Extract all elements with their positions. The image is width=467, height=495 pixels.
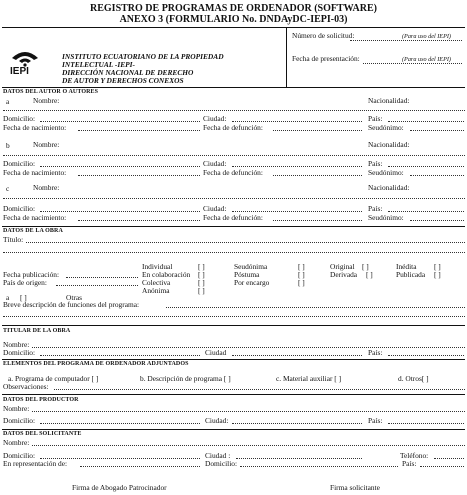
- productor-rule: [2, 394, 465, 395]
- observaciones-label: Observaciones:: [3, 382, 49, 391]
- productor-header: DATOS DEL PRODUCTOR: [3, 397, 79, 403]
- elementos-rule: [2, 359, 465, 360]
- productor-pais-label: País:: [368, 416, 383, 425]
- autor-a-pais-field[interactable]: [388, 121, 464, 122]
- institution-line-3: DIRECCIÓN NACIONAL DE DERECHO: [62, 68, 194, 77]
- por-encargo-box[interactable]: [ ]: [298, 278, 305, 287]
- publicada-label: Publicada: [396, 270, 426, 279]
- autor-c-letter: c: [6, 184, 10, 193]
- obra-titulo-field-2[interactable]: [3, 252, 465, 253]
- autor-a-seudonimo-label: Seudónimo:: [368, 123, 404, 132]
- obra-header: DATOS DE LA OBRA: [3, 228, 63, 234]
- autor-c-fecha-defuncion-field[interactable]: [273, 220, 362, 221]
- solicitante-rule: [2, 429, 465, 430]
- otras-label: Otras: [66, 293, 83, 302]
- autor-b-fecha-defuncion-label: Fecha de defunción:: [203, 168, 263, 177]
- autor-c-pais-field[interactable]: [388, 211, 464, 212]
- autor-c-fecha-defuncion-label: Fecha de defunción:: [203, 213, 263, 222]
- productor-nombre-field[interactable]: [32, 411, 465, 412]
- productor-ciudad-label: Ciudad:: [205, 416, 229, 425]
- elemento-d[interactable]: d. Otros[ ]: [398, 374, 429, 383]
- autor-b-domicilio-field[interactable]: [40, 166, 200, 167]
- autor-a-domicilio-label: Domicilio:: [3, 114, 36, 123]
- obra-rule: [2, 226, 465, 227]
- observaciones-field[interactable]: [54, 389, 465, 390]
- autor-b-nacionalidad-label: Nacionalidad:: [368, 140, 410, 149]
- autor-a-ciudad-label: Ciudad:: [203, 114, 227, 123]
- productor-domicilio-label: Domicilio:: [3, 416, 36, 425]
- autor-b-nombre-field[interactable]: [3, 155, 465, 156]
- autor-c-ciudad-label: Ciudad:: [203, 204, 227, 213]
- original-label: Original: [330, 262, 355, 271]
- para-uso-1: (Para uso del IEPI): [402, 33, 451, 40]
- colaboracion-label: En colaboración: [142, 270, 191, 279]
- solicitante-pais-label: País:: [402, 459, 417, 468]
- solicitante-telefono-field[interactable]: [434, 458, 464, 459]
- titular-domicilio-label: Domicilio:: [3, 348, 36, 357]
- titular-nombre-field[interactable]: [32, 347, 465, 348]
- autor-b-fecha-defuncion-field[interactable]: [273, 175, 362, 176]
- individual-box[interactable]: [ ]: [198, 262, 205, 271]
- autor-b-seudonimo-label: Seudónimo:: [368, 168, 404, 177]
- institution-line-4: DE AUTOR Y DERECHOS CONEXOS: [62, 76, 184, 85]
- productor-nombre-label: Nombre:: [3, 404, 30, 413]
- autor-a-nacionalidad-label: Nacionalidad:: [368, 96, 410, 105]
- autor-a-pais-label: País:: [368, 114, 383, 123]
- elemento-a[interactable]: a. Programa de computador [ ]: [8, 374, 99, 383]
- autor-b-letter: b: [6, 141, 10, 150]
- form-title: REGISTRO DE PROGRAMAS DE ORDENADOR (SOFTWARE): [90, 3, 377, 14]
- fecha-presentacion-label: Fecha de presentación:: [292, 54, 360, 63]
- autores-rule: [2, 87, 465, 88]
- numero-solicitud-field[interactable]: [350, 40, 462, 41]
- autor-a-letter: a: [6, 97, 10, 106]
- autor-a-fecha-nacimiento-field[interactable]: [78, 130, 200, 131]
- productor-domicilio-field[interactable]: [40, 423, 200, 424]
- titular-header: TITULAR DE LA OBRA: [3, 328, 71, 334]
- autor-b-ciudad-field[interactable]: [232, 166, 362, 167]
- elementos-header: ELEMENTOS DEL PROGRAMA DE ORDENADOR ADJUNTADOS: [3, 361, 189, 367]
- numero-solicitud-label: Número de solicitud:: [292, 31, 355, 40]
- solicitante-nombre-label: Nombre:: [3, 438, 30, 447]
- autor-a-domicilio-field[interactable]: [40, 121, 200, 122]
- autor-c-fecha-nacimiento-field[interactable]: [78, 220, 200, 221]
- fecha-publicacion-label: Fecha publicación:: [3, 270, 60, 279]
- breve-descripcion-field-2[interactable]: [3, 316, 465, 317]
- titular-pais-field[interactable]: [388, 355, 464, 356]
- solicitante-representacion-label: En representación de:: [3, 459, 68, 468]
- titular-rule: [2, 325, 465, 326]
- autor-a-fecha-nacimiento-label: Fecha de nacimiento:: [3, 123, 67, 132]
- derivada-label: Derivada: [330, 270, 358, 279]
- para-uso-2: (Para uso del IEPI): [402, 56, 451, 63]
- colaboracion-box[interactable]: [ ]: [198, 270, 205, 279]
- institution-line-1: INSTITUTO ECUATORIANO DE LA PROPIEDAD: [62, 52, 224, 61]
- seudonima-label: Seudónima: [234, 262, 268, 271]
- autor-c-nacionalidad-label: Nacionalidad:: [368, 183, 410, 192]
- otras-a-letter: a: [6, 293, 10, 302]
- autor-c-domicilio-field[interactable]: [40, 211, 200, 212]
- derivada-box[interactable]: [ ]: [366, 270, 373, 279]
- inedita-label: Inédita: [396, 262, 417, 271]
- solicitante-ciudad-field[interactable]: [236, 458, 362, 459]
- autor-a-nombre-field[interactable]: [3, 110, 465, 111]
- header-top-rule: [2, 27, 465, 28]
- elemento-c[interactable]: c. Material auxiliar [ ]: [276, 374, 342, 383]
- autor-c-pais-label: País:: [368, 204, 383, 213]
- breve-descripcion-field[interactable]: [166, 307, 465, 308]
- solicitante-ciudad-label: Ciudad :: [205, 451, 231, 460]
- titular-domicilio-field[interactable]: [40, 355, 200, 356]
- solicitante-telefono-label: Teléfono:: [400, 451, 429, 460]
- solicitante-representacion-field[interactable]: [80, 466, 200, 467]
- autor-a-ciudad-field[interactable]: [232, 121, 362, 122]
- individual-label: Individual: [142, 262, 173, 271]
- autor-b-pais-field[interactable]: [388, 166, 464, 167]
- header-divider: [286, 27, 287, 87]
- autor-a-fecha-defuncion-field[interactable]: [273, 130, 362, 131]
- titular-nombre-label: Nombre:: [3, 340, 30, 349]
- fecha-presentacion-field[interactable]: [363, 63, 462, 64]
- titular-pais-label: País:: [368, 348, 383, 357]
- obra-titulo-field[interactable]: [26, 242, 465, 243]
- otras-box[interactable]: [ ]: [20, 293, 27, 302]
- seudonima-box[interactable]: [ ]: [298, 262, 305, 271]
- autor-c-nombre-field[interactable]: [3, 198, 465, 199]
- obra-titulo-label: Título:: [3, 235, 24, 244]
- por-encargo-label: Por encargo: [234, 278, 270, 287]
- autor-b-pais-label: País:: [368, 159, 383, 168]
- autor-c-domicilio-label: Domicilio:: [3, 204, 36, 213]
- inedita-box[interactable]: [ ]: [434, 262, 441, 271]
- autor-b-seudonimo-field[interactable]: [410, 175, 464, 176]
- solicitante-domicilio-label: Domicilio:: [3, 451, 36, 460]
- breve-descripcion-label: Breve descripción de funciones del programa:: [3, 300, 140, 309]
- elemento-b[interactable]: b. Descripción de programa [ ]: [140, 374, 231, 383]
- autor-c-nombre-label: Nombre:: [33, 183, 60, 192]
- postuma-label: Póstuma: [234, 270, 260, 279]
- firma-abogado-label: Firma de Abogado Patrocinador: [72, 483, 167, 492]
- autor-b-domicilio-label: Domicilio:: [3, 159, 36, 168]
- pais-origen-field[interactable]: [56, 285, 138, 286]
- productor-ciudad-field[interactable]: [232, 423, 362, 424]
- colectiva-box[interactable]: [ ]: [198, 278, 205, 287]
- institution-line-2: INTELECTUAL -IEPI-: [62, 60, 136, 69]
- autor-c-seudonimo-field[interactable]: [410, 220, 464, 221]
- anonima-box[interactable]: [ ]: [198, 286, 205, 295]
- autor-c-fecha-nacimiento-label: Fecha de nacimiento:: [3, 213, 67, 222]
- fecha-publicacion-field[interactable]: [66, 277, 138, 278]
- autor-a-seudonimo-field[interactable]: [410, 130, 464, 131]
- autores-header: DATOS DEL AUTOR O AUTORES: [3, 89, 99, 95]
- autor-c-seudonimo-label: Seudónimo:: [368, 213, 404, 222]
- autor-a-fecha-defuncion-label: Fecha de defunción:: [203, 123, 263, 132]
- autor-b-nombre-label: Nombre:: [33, 140, 60, 149]
- solicitante-domicilio2-field[interactable]: [240, 466, 398, 467]
- form-subtitle: ANEXO 3 (FORMULARIO No. DNDAyDC-IEPI-03): [119, 14, 348, 25]
- logo-text: IEPI: [10, 66, 29, 77]
- titular-ciudad-label: Ciudad: [205, 348, 227, 357]
- solicitante-domicilio2-label: Domicilio:: [205, 459, 238, 468]
- firma-solicitante-label: Firma solicitante: [330, 483, 380, 492]
- anonima-label: Anónima: [142, 286, 170, 295]
- titular-ciudad-field[interactable]: [232, 355, 362, 356]
- postuma-box[interactable]: [ ]: [298, 270, 305, 279]
- original-box[interactable]: [ ]: [362, 262, 369, 271]
- publicada-box[interactable]: [ ]: [434, 270, 441, 279]
- autor-c-ciudad-field[interactable]: [232, 211, 362, 212]
- autor-b-ciudad-label: Ciudad:: [203, 159, 227, 168]
- solicitante-header: DATOS DEL SOLICITANTE: [3, 431, 82, 437]
- autor-b-fecha-nacimiento-field[interactable]: [78, 175, 200, 176]
- autor-b-fecha-nacimiento-label: Fecha de nacimiento:: [3, 168, 67, 177]
- pais-origen-label: País de origen:: [3, 278, 47, 287]
- solicitante-pais-field[interactable]: [420, 466, 464, 467]
- solicitante-nombre-field[interactable]: [32, 445, 465, 446]
- colectiva-label: Colectiva: [142, 278, 171, 287]
- productor-pais-field[interactable]: [388, 423, 464, 424]
- autor-a-nombre-label: Nombre:: [33, 96, 60, 105]
